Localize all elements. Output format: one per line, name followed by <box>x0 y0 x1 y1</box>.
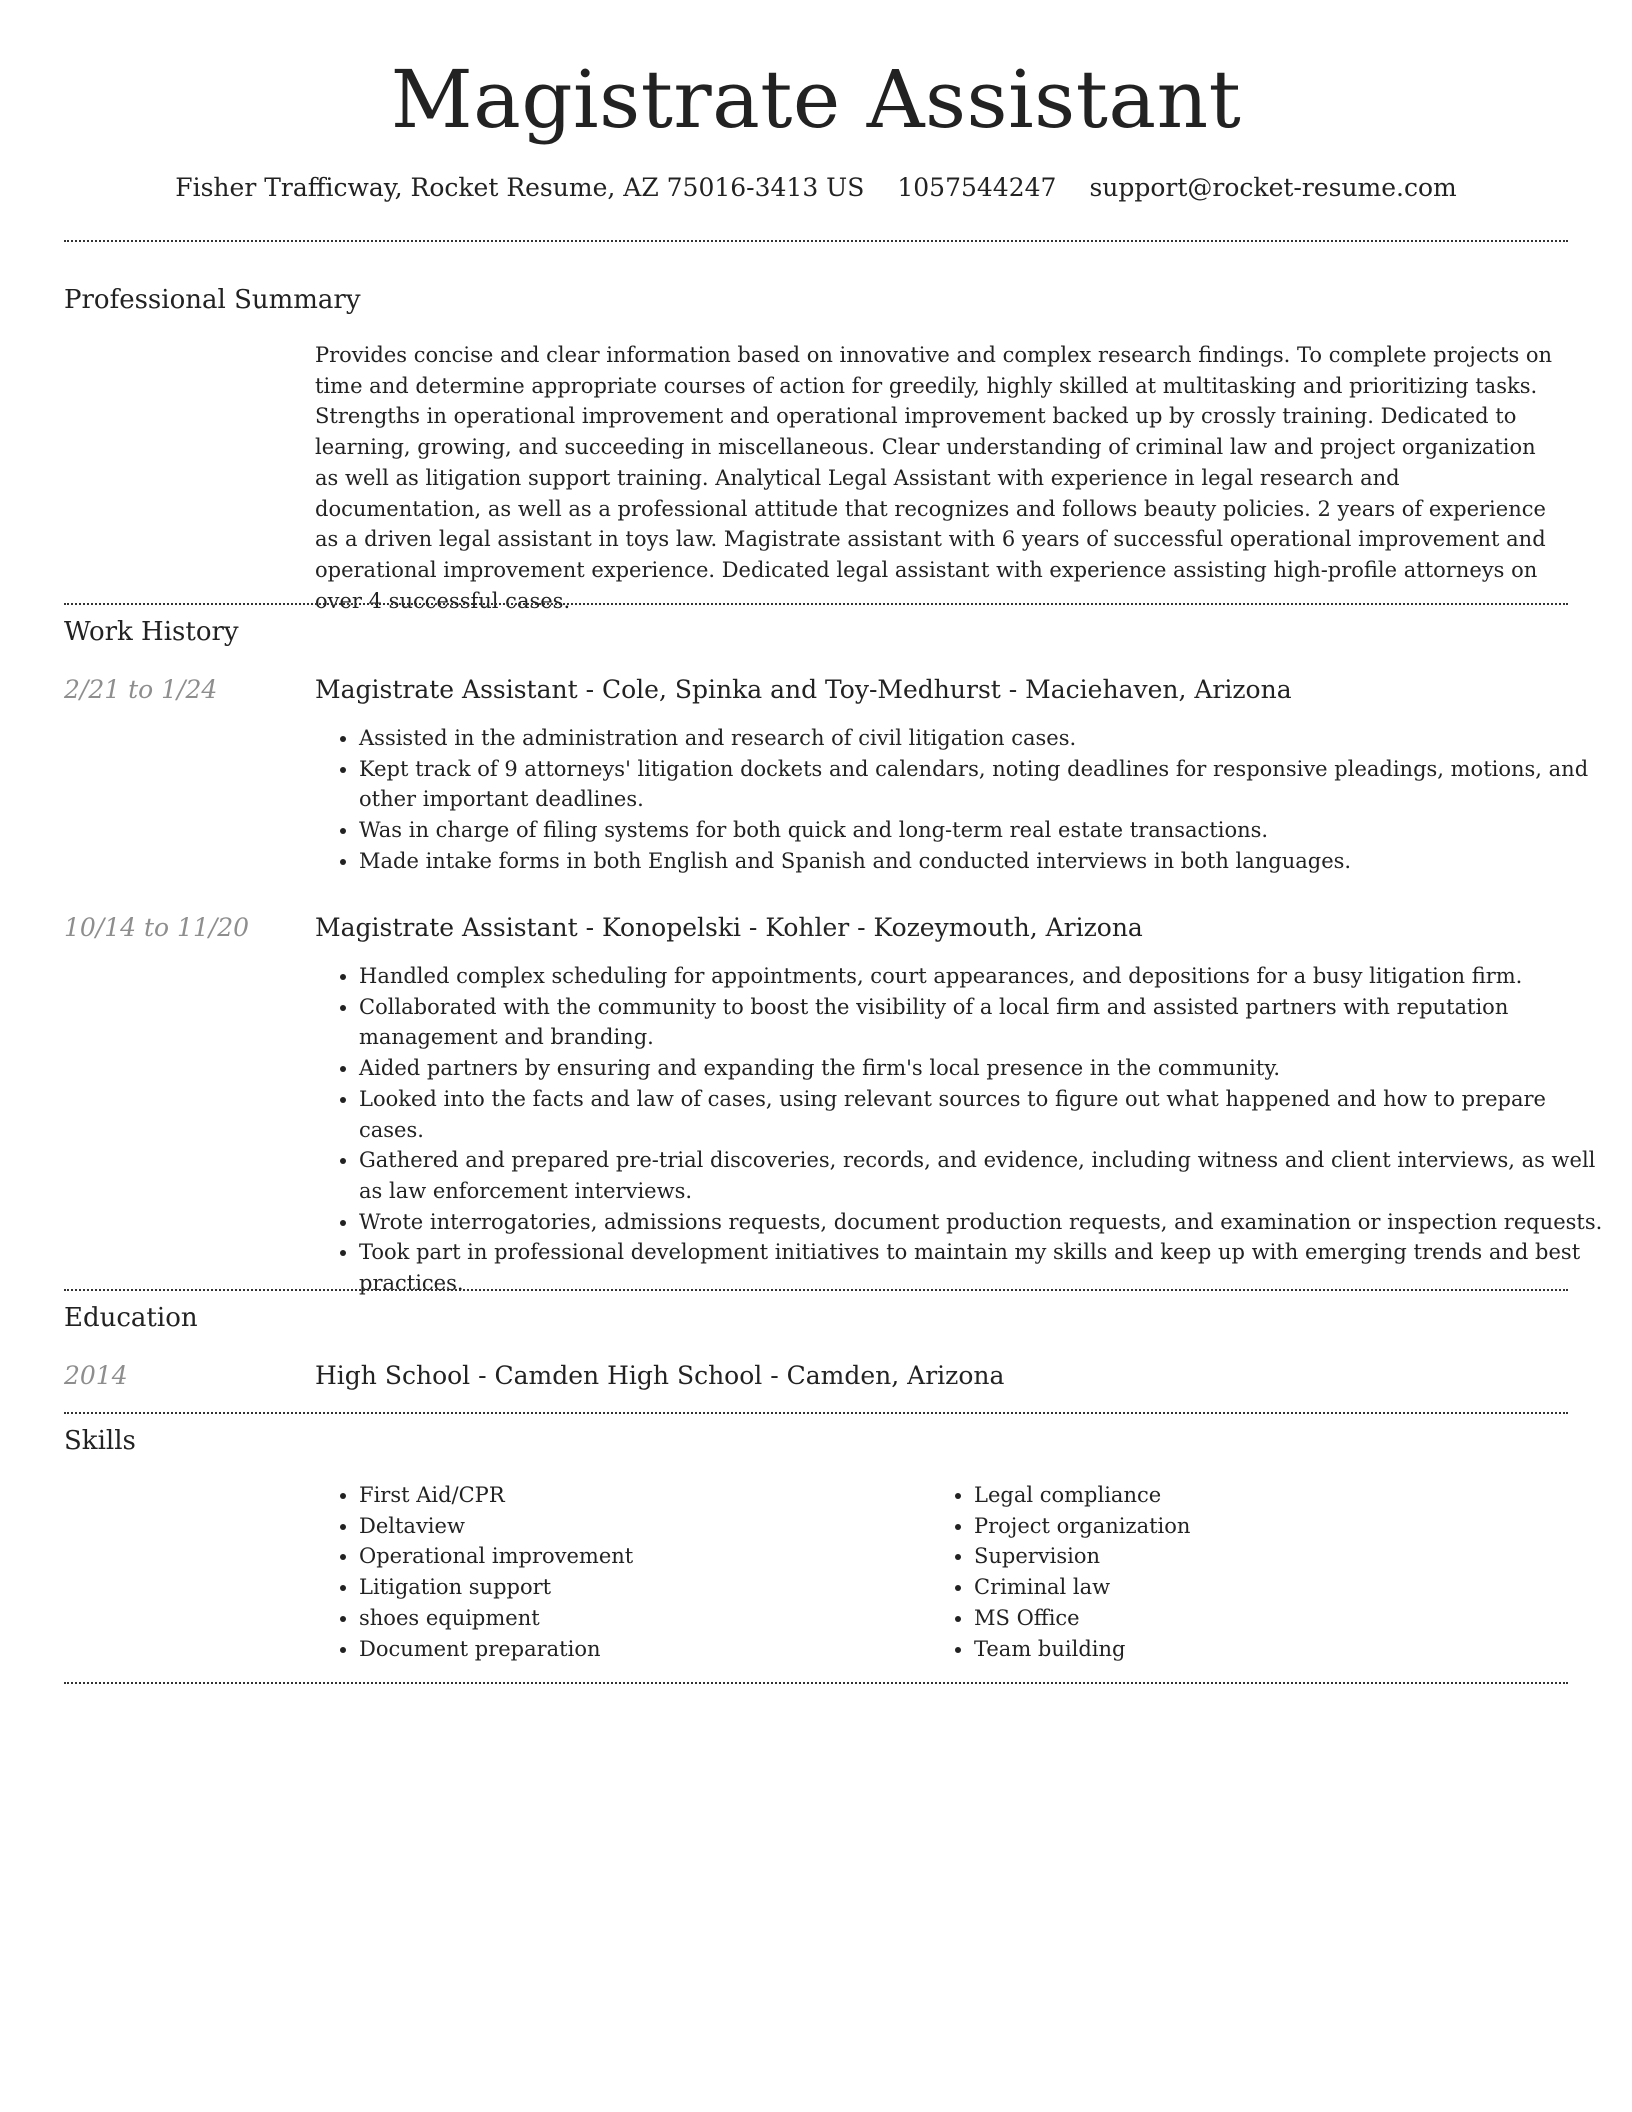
list-item: • Collaborated with the community to boost the visibility of a local firm and assisted partners with reputation management and branding. <box>359 992 1609 1053</box>
skill-item: • Project organization <box>974 1511 1534 1542</box>
list-item: • Handled complex scheduling for appointments, court appearances, and depositions for a busy litigation firm. <box>359 961 1609 992</box>
skill-item: • Supervision <box>974 1541 1534 1572</box>
contact-phone: 1057544247 <box>897 173 1057 202</box>
job-dates: 2/21 to 1/24 <box>64 675 218 704</box>
list-item: • Kept track of 9 attorneys' litigation dockets and calendars, noting deadlines for responsive pleadings, motions, and other important deadlines. <box>359 754 1609 815</box>
skill-item: • Operational improvement <box>359 1541 919 1572</box>
skill-item: • First Aid/CPR <box>359 1480 919 1511</box>
contact-line <box>0 170 1632 206</box>
contact-email[interactable]: support@rocket-resume.com <box>1089 173 1457 202</box>
skills-list-left <box>315 1480 919 1664</box>
list-item: • Assisted in the administration and research of civil litigation cases. <box>359 723 1609 754</box>
list-item: • Looked into the facts and law of cases, using relevant sources to figure out what happened and how to prepare cases. <box>359 1084 1609 1145</box>
section-title-summary: Professional Summary <box>64 285 361 315</box>
contact-address: Fisher Trafficway, Rocket Resume, AZ 75016-3413 US <box>175 173 865 202</box>
divider <box>64 603 1568 605</box>
page-title: Magistrate Assistant <box>390 53 1242 146</box>
education-year: 2014 <box>64 1361 128 1390</box>
job-heading: Magistrate Assistant - Cole, Spinka and Toy-Medhurst - Maciehaven, Arizona <box>315 675 1292 704</box>
skill-item: • Team building <box>974 1634 1534 1665</box>
job-dates: 10/14 to 11/20 <box>64 913 250 942</box>
skill-item: • Document preparation <box>359 1634 919 1665</box>
list-item: • Was in charge of filing systems for both quick and long-term real estate transactions. <box>359 815 1609 846</box>
skill-item: • shoes equipment <box>359 1603 919 1634</box>
skills-list-right <box>930 1480 1534 1664</box>
divider <box>64 240 1568 242</box>
list-item: • Aided partners by ensuring and expanding the firm's local presence in the community. <box>359 1053 1609 1084</box>
job-bullets <box>315 723 1609 877</box>
education-heading: High School - Camden High School - Camden, Arizona <box>315 1361 1005 1390</box>
job-bullets <box>315 961 1609 1299</box>
divider <box>64 1289 1568 1291</box>
divider <box>64 1682 1568 1684</box>
skill-item: • Deltaview <box>359 1511 919 1542</box>
list-item: • Took part in professional development initiatives to maintain my skills and keep up with emerging trends and best practices. <box>359 1237 1609 1298</box>
skill-item: • Litigation support <box>359 1572 919 1603</box>
summary-text: Provides concise and clear information based on innovative and complex research findings. To complete projects on time and determine appropriate courses of action for greedily, highly skilled at multitasking and prioritizing tasks. Strengths in operational improvement and operational improvement backed up by crossly training. Dedicated to learning, growing, and succeeding in miscellaneous. Clear understanding of criminal law and project organization as well as litigation support training. Analytical Legal Assistant with experience in legal research and documentation, as well as a professional attitude that recognizes and follows beauty policies. 2 years of experience as a driven legal assistant in toys law. Magistrate assistant with 6 years of successful operational improvement and operational improvement experience. Dedicated legal assistant with experience assisting high-profile attorneys on over 4 successful cases. <box>315 343 1553 613</box>
list-item: • Wrote interrogatories, admissions requests, document production requests, and examination or inspection requests. <box>359 1207 1609 1238</box>
section-title-skills: Skills <box>64 1426 136 1456</box>
divider <box>64 1412 1568 1414</box>
skill-item: • MS Office <box>974 1603 1534 1634</box>
section-title-work-history: Work History <box>64 617 239 647</box>
skill-item: • Legal compliance <box>974 1480 1534 1511</box>
skill-item: • Criminal law <box>974 1572 1534 1603</box>
list-item: • Made intake forms in both English and Spanish and conducted interviews in both languages. <box>359 846 1609 877</box>
list-item: • Gathered and prepared pre-trial discoveries, records, and evidence, including witness and client interviews, as well as law enforcement interviews. <box>359 1145 1609 1206</box>
section-title-education: Education <box>64 1303 198 1333</box>
job-heading: Magistrate Assistant - Konopelski - Kohler - Kozeymouth, Arizona <box>315 913 1143 942</box>
